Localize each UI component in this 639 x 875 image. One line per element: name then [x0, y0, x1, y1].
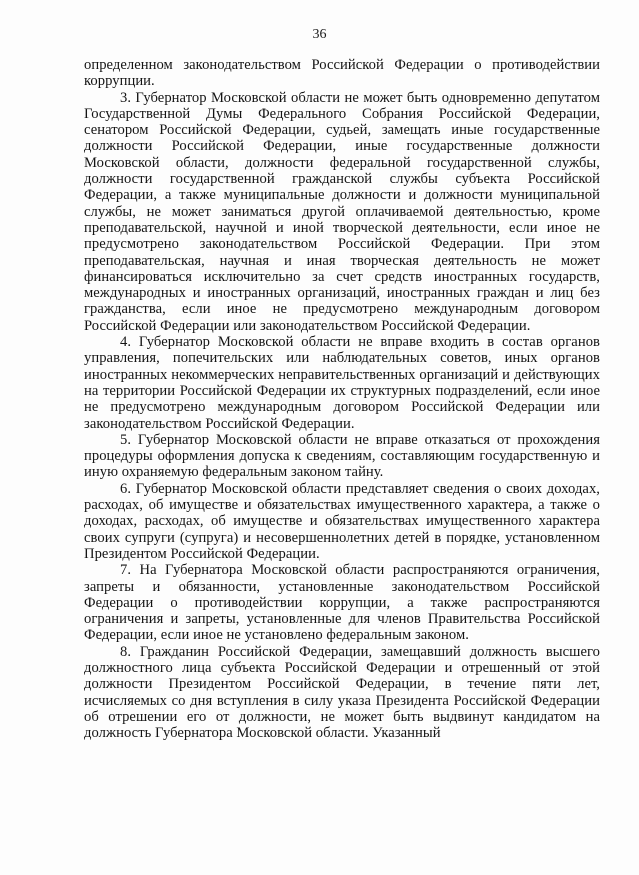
paragraph-item-7: 7. На Губернатора Московской области распространяются ограничения, запреты и обязанности, установленные законодательством Российской Федерации о противодействии коррупции, а также распространяются ограничения и запреты, установленные для членов Правительства Российской Федерации, если иное не установлено федеральным законом. — [84, 562, 600, 644]
paragraph-item-6: 6. Губернатор Московской области представляет сведения о своих доходах, расходах, об имуществе и обязательствах имущественного характера, а также о доходах, расходах, об имуществе и обязательствах имущественного характера своих супруги (супруга) и несовершеннолетних детей в порядке, установленном Президентом Российской Федерации. — [84, 480, 600, 562]
paragraph-item-3: 3. Губернатор Московской области не может быть одновременно депутатом Государственной Думы Федерального Собрания Российской Федерации, сенатором Российской Федерации, судьей, замещать иные государственные должности Российской Федерации, иные государственные должности Московской области, должности федеральной государственной службы, должности государственной гражданской службы субъекта Российской Федерации, а также муниципальные должности и должности муниципальной службы, не может заниматься другой оплачиваемой деятельностью, кроме преподавательской, научной и иной творческой деятельности, если иное не предусмотрено законодательством Российской Федерации. При этом преподавательская, научная и иная творческая деятельность не может финансироваться исключительно за счет средств иностранных государств, международных и иностранных организаций, иностранных граждан и лиц без гражданства, если иное не предусмотрено международным договором Российской Федерации или законодательством Российской Федерации. — [84, 89, 600, 334]
paragraph-item-5: 5. Губернатор Московской области не вправе отказаться от прохождения процедуры оформления допуска к сведениям, составляющим государственную и иную охраняемую федеральным законом тайну. — [84, 431, 600, 481]
paragraph-continuation: определенном законодательством Российской Федерации о противодействии коррупции. — [84, 57, 600, 90]
page-number: 36 — [312, 27, 327, 42]
document-body — [84, 57, 600, 741]
paragraph-item-8: 8. Гражданин Российской Федерации, замещавший должность высшего должностного лица субъекта Российской Федерации и отрешенный от этой должности Президентом Российской Федерации, в течение пяти лет, исчисляемых со дня вступления в силу указа Президента Российской Федерации об отрешении его от должности, не может быть выдвинут кандидатом на должность Губернатора Московской области. Указанный — [84, 643, 600, 742]
paragraph-item-4: 4. Губернатор Московской области не вправе входить в состав органов управления, попечительских или наблюдательных советов, иных органов иностранных некоммерческих неправительственных организаций и действующих на территории Российской Федерации их структурных подразделений, если иное не предусмотрено международным договором Российской Федерации или законодательством Российской Федерации. — [84, 334, 600, 432]
